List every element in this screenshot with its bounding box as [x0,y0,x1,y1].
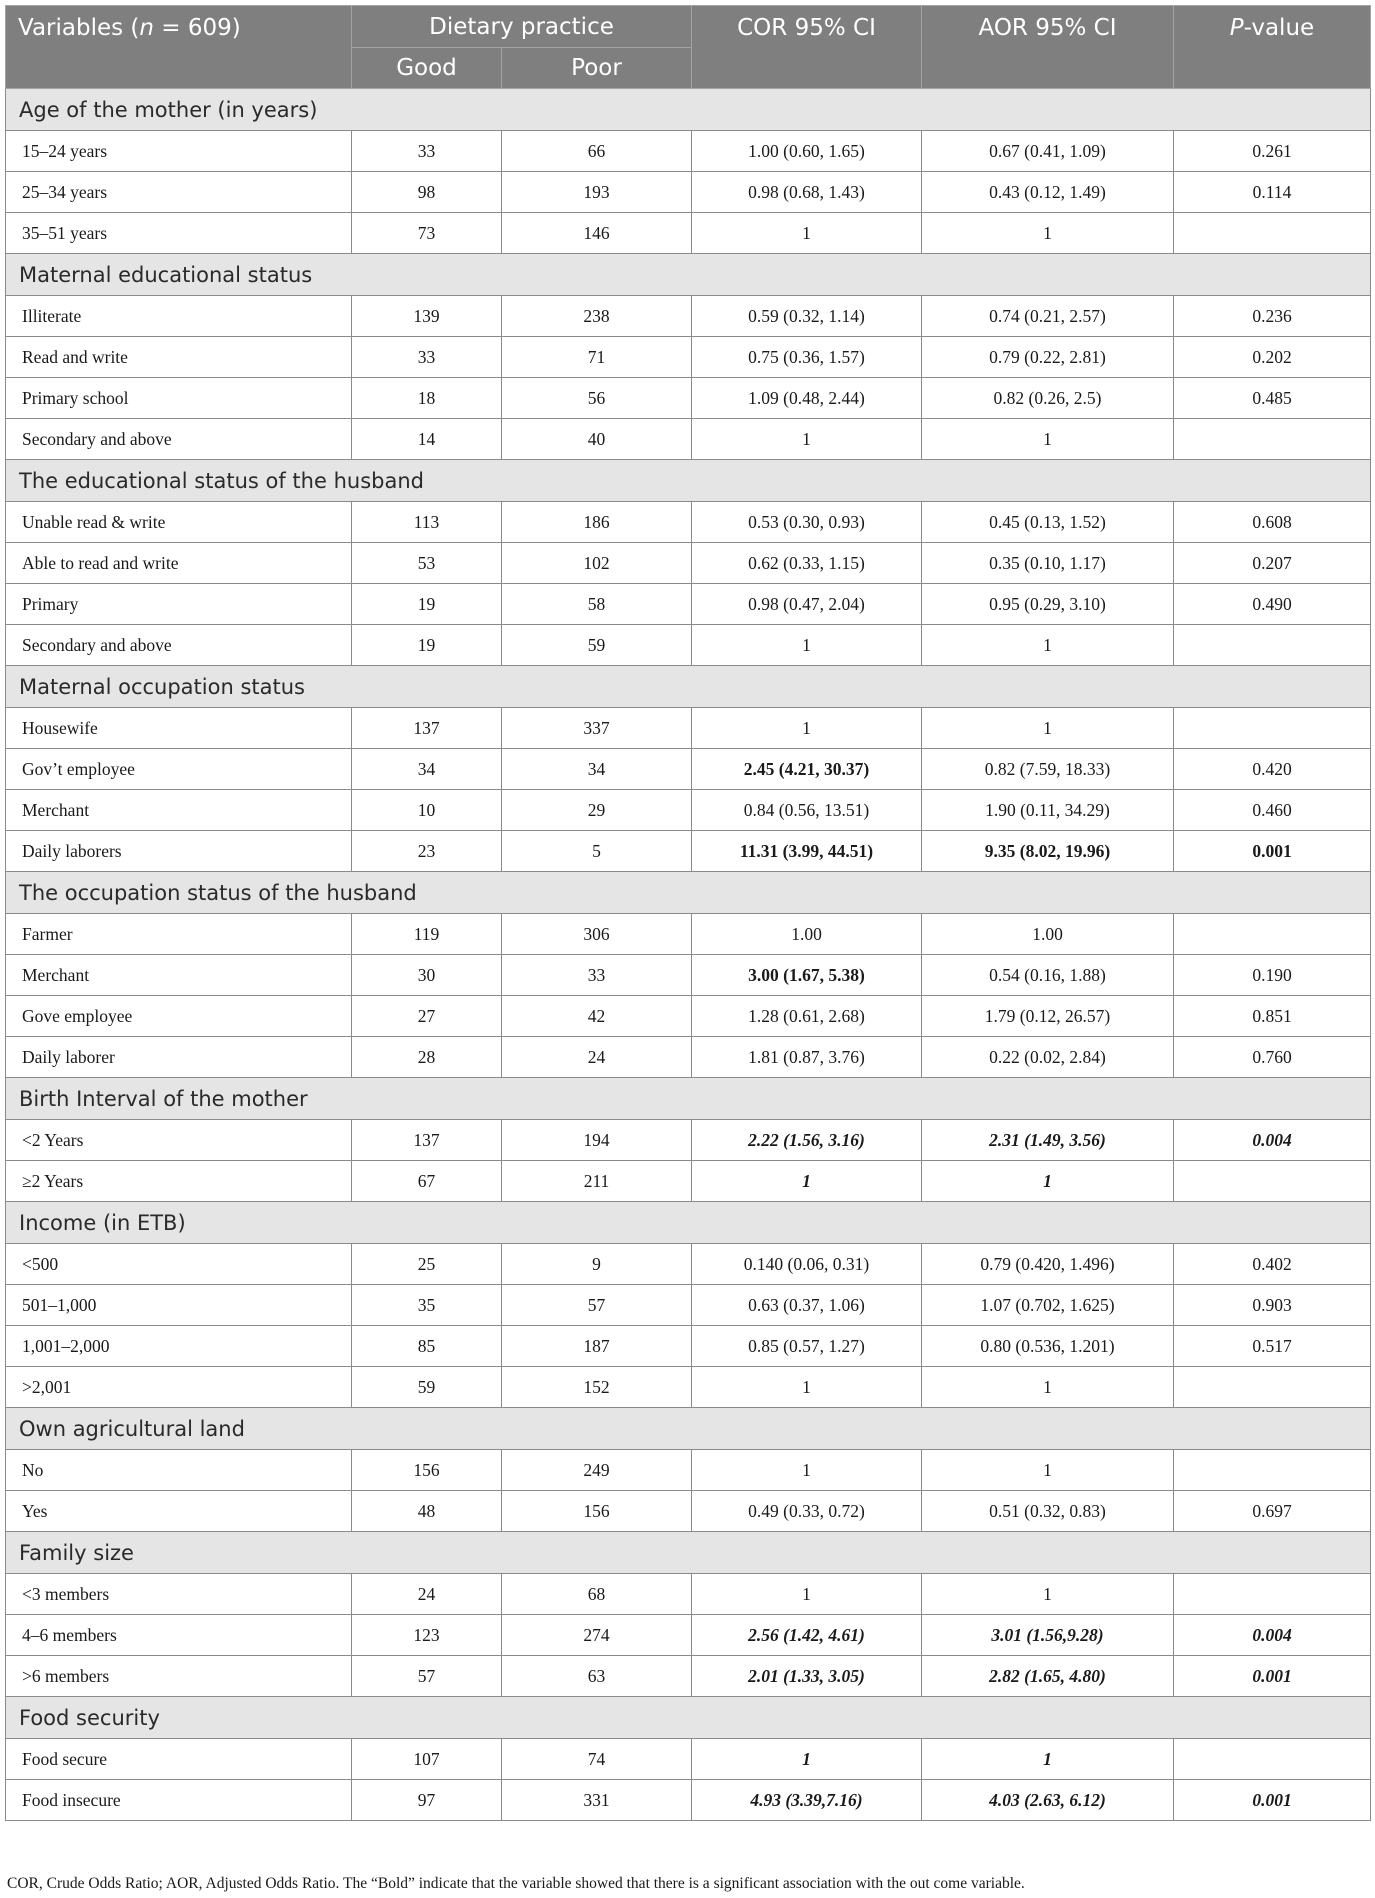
table-row [6,955,1371,996]
cor-value: 1.00 (0.60, 1.65) [692,131,922,172]
good-header: Good [352,48,502,89]
p-value: 0.460 [1174,790,1371,831]
poor-count: 66 [502,131,692,172]
good-count: 27 [352,996,502,1037]
cor-value: 1.28 (0.61, 2.68) [692,996,922,1037]
aor-value: 1.79 (0.12, 26.57) [922,996,1174,1037]
aor-value: 1 [922,625,1174,666]
table-row [6,296,1371,337]
poor-count: 187 [502,1326,692,1367]
group-title: Own agricultural land [6,1408,1371,1450]
cor-value: 1 [692,1367,922,1408]
cor-value: 1 [692,419,922,460]
cor-value: 0.59 (0.32, 1.14) [692,296,922,337]
row-label: Daily laborer [6,1037,352,1078]
poor-count: 146 [502,213,692,254]
aor-value: 1 [922,1450,1174,1491]
poor-count: 194 [502,1120,692,1161]
poor-count: 238 [502,296,692,337]
poor-count: 71 [502,337,692,378]
p-value: 0.903 [1174,1285,1371,1326]
table-row [6,1244,1371,1285]
p-value: 0.001 [1174,1780,1371,1821]
p-value: 0.207 [1174,543,1371,584]
good-count: 18 [352,378,502,419]
aor-value: 0.43 (0.12, 1.49) [922,172,1174,213]
cor-value: 1 [692,708,922,749]
p-value [1174,1367,1371,1408]
table-row [6,1285,1371,1326]
cor-value: 1 [692,1739,922,1780]
cor-value: 1.09 (0.48, 2.44) [692,378,922,419]
row-label: 35–51 years [6,213,352,254]
cor-header: COR 95% CI [692,6,922,89]
poor-count: 249 [502,1450,692,1491]
group-title: The occupation status of the husband [6,872,1371,914]
poor-count: 337 [502,708,692,749]
good-count: 137 [352,708,502,749]
p-value [1174,1574,1371,1615]
row-label: No [6,1450,352,1491]
group-title: Income (in ETB) [6,1202,1371,1244]
poor-count: 33 [502,955,692,996]
p-value: 0.517 [1174,1326,1371,1367]
good-count: 85 [352,1326,502,1367]
group-title: Age of the mother (in years) [6,89,1371,131]
good-count: 119 [352,914,502,955]
poor-count: 156 [502,1491,692,1532]
aor-value: 1.07 (0.702, 1.625) [922,1285,1174,1326]
table-row [6,1739,1371,1780]
cor-value: 1 [692,1161,922,1202]
row-label: 15–24 years [6,131,352,172]
good-count: 107 [352,1739,502,1780]
aor-value: 0.82 (7.59, 18.33) [922,749,1174,790]
group-row [6,1078,1371,1120]
row-label: Daily laborers [6,831,352,872]
table-body [6,89,1371,1821]
aor-value: 0.22 (0.02, 2.84) [922,1037,1174,1078]
p-value [1174,1450,1371,1491]
group-row [6,89,1371,131]
poor-count: 152 [502,1367,692,1408]
cor-value: 0.49 (0.33, 0.72) [692,1491,922,1532]
aor-value: 0.67 (0.41, 1.09) [922,131,1174,172]
p-value: 0.697 [1174,1491,1371,1532]
group-title: Family size [6,1532,1371,1574]
row-label: Gov’t employee [6,749,352,790]
p-value [1174,419,1371,460]
good-count: 67 [352,1161,502,1202]
aor-value: 0.74 (0.21, 2.57) [922,296,1174,337]
row-label: Able to read and write [6,543,352,584]
aor-value: 3.01 (1.56,9.28) [922,1615,1174,1656]
p-value-header: P-value [1174,6,1371,89]
p-value: 0.001 [1174,1656,1371,1697]
table-row [6,1037,1371,1078]
cor-value: 11.31 (3.99, 44.51) [692,831,922,872]
p-value [1174,708,1371,749]
aor-value: 9.35 (8.02, 19.96) [922,831,1174,872]
group-row [6,1202,1371,1244]
good-count: 123 [352,1615,502,1656]
group-title: Maternal educational status [6,254,1371,296]
table-row [6,1326,1371,1367]
aor-value: 1.90 (0.11, 34.29) [922,790,1174,831]
row-label: <500 [6,1244,352,1285]
good-count: 25 [352,1244,502,1285]
variables-header: Variables (n = 609) [6,6,352,89]
good-count: 139 [352,296,502,337]
aor-value: 2.31 (1.49, 3.56) [922,1120,1174,1161]
row-label: Secondary and above [6,419,352,460]
cor-value: 1 [692,1450,922,1491]
row-label: Read and write [6,337,352,378]
aor-header: AOR 95% CI [922,6,1174,89]
p-value: 0.001 [1174,831,1371,872]
p-value [1174,1161,1371,1202]
row-label: Food insecure [6,1780,352,1821]
p-value [1174,914,1371,955]
p-value: 0.202 [1174,337,1371,378]
good-count: 28 [352,1037,502,1078]
poor-count: 63 [502,1656,692,1697]
cor-value: 1 [692,1574,922,1615]
cor-value: 0.53 (0.30, 0.93) [692,502,922,543]
row-label: Gove employee [6,996,352,1037]
cor-value: 0.62 (0.33, 1.15) [692,543,922,584]
cor-value: 1.81 (0.87, 3.76) [692,1037,922,1078]
table-row [6,1450,1371,1491]
good-count: 24 [352,1574,502,1615]
good-count: 34 [352,749,502,790]
good-count: 33 [352,337,502,378]
p-value: 0.760 [1174,1037,1371,1078]
row-label: Farmer [6,914,352,955]
good-count: 73 [352,213,502,254]
poor-count: 56 [502,378,692,419]
row-label: Yes [6,1491,352,1532]
poor-count: 40 [502,419,692,460]
cor-value: 2.22 (1.56, 3.16) [692,1120,922,1161]
cor-value: 0.75 (0.36, 1.57) [692,337,922,378]
group-title: The educational status of the husband [6,460,1371,502]
table-row [6,1491,1371,1532]
aor-value: 2.82 (1.65, 4.80) [922,1656,1174,1697]
aor-value: 0.82 (0.26, 2.5) [922,378,1174,419]
row-label: 4–6 members [6,1615,352,1656]
aor-value: 0.54 (0.16, 1.88) [922,955,1174,996]
good-count: 35 [352,1285,502,1326]
p-value [1174,213,1371,254]
poor-count: 68 [502,1574,692,1615]
table-footnote: COR, Crude Odds Ratio; AOR, Adjusted Odds Ratio. The “Bold” indicate that the variable showed that there is a significant association with the out come variable. [7,1875,1025,1892]
poor-count: 59 [502,625,692,666]
table-row [6,337,1371,378]
table-row [6,1780,1371,1821]
poor-header: Poor [502,48,692,89]
table-row [6,1574,1371,1615]
cor-value: 1 [692,213,922,254]
good-count: 98 [352,172,502,213]
table-row [6,708,1371,749]
group-row [6,460,1371,502]
aor-value: 0.80 (0.536, 1.201) [922,1326,1174,1367]
table-row [6,996,1371,1037]
table-row [6,1367,1371,1408]
group-row [6,254,1371,296]
table-row [6,625,1371,666]
table-row [6,378,1371,419]
aor-value: 1 [922,1574,1174,1615]
p-value: 0.004 [1174,1120,1371,1161]
table-row [6,419,1371,460]
cor-value: 0.140 (0.06, 0.31) [692,1244,922,1285]
row-label: Housewife [6,708,352,749]
cor-value: 1.00 [692,914,922,955]
table-row [6,1656,1371,1697]
good-count: 33 [352,131,502,172]
poor-count: 42 [502,996,692,1037]
good-count: 23 [352,831,502,872]
good-count: 57 [352,1656,502,1697]
aor-value: 0.79 (0.420, 1.496) [922,1244,1174,1285]
group-title: Food security [6,1697,1371,1739]
row-label: >2,001 [6,1367,352,1408]
poor-count: 186 [502,502,692,543]
poor-count: 74 [502,1739,692,1780]
p-value [1174,625,1371,666]
row-label: Primary [6,584,352,625]
aor-value: 1.00 [922,914,1174,955]
group-title: Maternal occupation status [6,666,1371,708]
aor-value: 1 [922,1161,1174,1202]
cor-value: 0.84 (0.56, 13.51) [692,790,922,831]
poor-count: 58 [502,584,692,625]
cor-value: 1 [692,625,922,666]
good-count: 137 [352,1120,502,1161]
cor-value: 2.01 (1.33, 3.05) [692,1656,922,1697]
cor-value: 0.85 (0.57, 1.27) [692,1326,922,1367]
aor-value: 1 [922,708,1174,749]
group-title: Birth Interval of the mother [6,1078,1371,1120]
p-value: 0.490 [1174,584,1371,625]
aor-value: 1 [922,1367,1174,1408]
cor-value: 0.63 (0.37, 1.06) [692,1285,922,1326]
poor-count: 57 [502,1285,692,1326]
cor-value: 2.45 (4.21, 30.37) [692,749,922,790]
row-label: 501–1,000 [6,1285,352,1326]
regression-table [5,5,1371,1821]
table-row [6,749,1371,790]
row-label: <3 members [6,1574,352,1615]
good-count: 19 [352,584,502,625]
table-row [6,172,1371,213]
row-label: ≥2 Years [6,1161,352,1202]
row-label: >6 members [6,1656,352,1697]
poor-count: 274 [502,1615,692,1656]
p-value: 0.608 [1174,502,1371,543]
p-value [1174,1739,1371,1780]
row-label: Merchant [6,955,352,996]
p-value: 0.420 [1174,749,1371,790]
poor-count: 5 [502,831,692,872]
poor-count: 306 [502,914,692,955]
row-label: Food secure [6,1739,352,1780]
table-row [6,1120,1371,1161]
good-count: 59 [352,1367,502,1408]
aor-value: 0.95 (0.29, 3.10) [922,584,1174,625]
good-count: 113 [352,502,502,543]
table-row [6,1161,1371,1202]
good-count: 19 [352,625,502,666]
aor-value: 0.79 (0.22, 2.81) [922,337,1174,378]
table-row [6,1615,1371,1656]
table-row [6,584,1371,625]
poor-count: 24 [502,1037,692,1078]
poor-count: 331 [502,1780,692,1821]
table-row [6,543,1371,584]
group-row [6,872,1371,914]
cor-value: 3.00 (1.67, 5.38) [692,955,922,996]
aor-value: 4.03 (2.63, 6.12) [922,1780,1174,1821]
poor-count: 211 [502,1161,692,1202]
row-label: Illiterate [6,296,352,337]
group-row [6,1697,1371,1739]
table-header [6,6,1371,89]
p-value: 0.114 [1174,172,1371,213]
cor-value: 0.98 (0.68, 1.43) [692,172,922,213]
p-value: 0.485 [1174,378,1371,419]
table-container [5,5,1370,1821]
poor-count: 102 [502,543,692,584]
table-row [6,914,1371,955]
poor-count: 34 [502,749,692,790]
poor-count: 29 [502,790,692,831]
p-value: 0.851 [1174,996,1371,1037]
group-row [6,666,1371,708]
row-label: Merchant [6,790,352,831]
aor-value: 1 [922,419,1174,460]
good-count: 10 [352,790,502,831]
cor-value: 4.93 (3.39,7.16) [692,1780,922,1821]
poor-count: 9 [502,1244,692,1285]
aor-value: 0.51 (0.32, 0.83) [922,1491,1174,1532]
aor-value: 1 [922,213,1174,254]
row-label: Primary school [6,378,352,419]
p-value: 0.402 [1174,1244,1371,1285]
aor-value: 0.35 (0.10, 1.17) [922,543,1174,584]
cor-value: 0.98 (0.47, 2.04) [692,584,922,625]
good-count: 97 [352,1780,502,1821]
p-value: 0.236 [1174,296,1371,337]
table-row [6,790,1371,831]
table-row [6,131,1371,172]
dietary-practice-header: Dietary practice [352,6,692,48]
group-row [6,1408,1371,1450]
aor-value: 1 [922,1739,1174,1780]
row-label: 25–34 years [6,172,352,213]
poor-count: 193 [502,172,692,213]
good-count: 156 [352,1450,502,1491]
good-count: 48 [352,1491,502,1532]
group-row [6,1532,1371,1574]
row-label: 1,001–2,000 [6,1326,352,1367]
table-row [6,213,1371,254]
row-label: <2 Years [6,1120,352,1161]
good-count: 53 [352,543,502,584]
p-value: 0.190 [1174,955,1371,996]
good-count: 14 [352,419,502,460]
p-value: 0.261 [1174,131,1371,172]
table-row [6,502,1371,543]
p-value: 0.004 [1174,1615,1371,1656]
cor-value: 2.56 (1.42, 4.61) [692,1615,922,1656]
table-row [6,831,1371,872]
row-label: Unable read & write [6,502,352,543]
good-count: 30 [352,955,502,996]
aor-value: 0.45 (0.13, 1.52) [922,502,1174,543]
row-label: Secondary and above [6,625,352,666]
